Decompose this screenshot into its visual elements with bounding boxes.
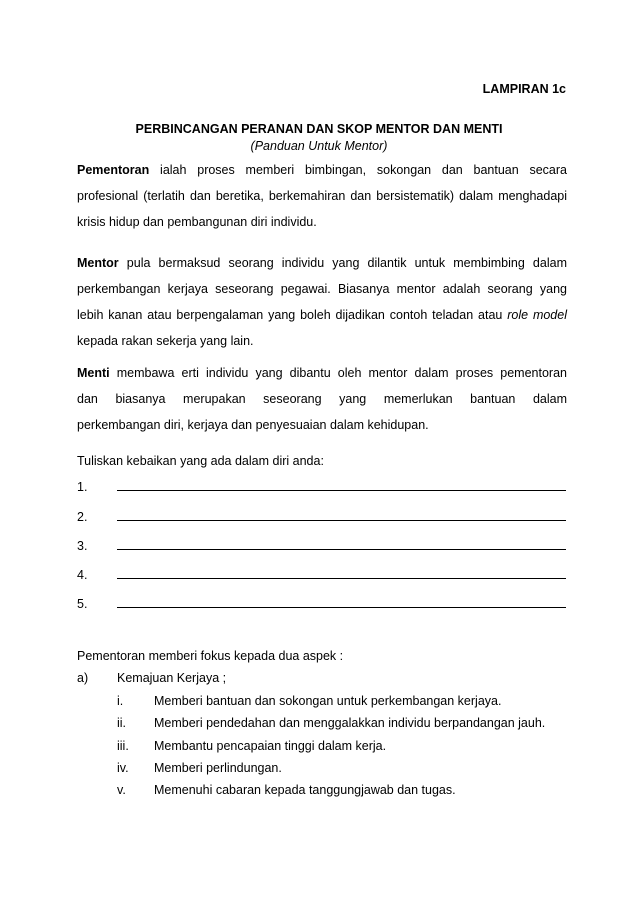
document-title: PERBINCANGAN PERANAN DAN SKOP MENTOR DAN MENTI [135,122,503,136]
paragraph-line: Menti membawa erti individu yang dibantu oleh mentor dalam proses pementoran [77,366,567,380]
worksheet-number: 2. [77,510,88,524]
paragraph-mentor [77,250,567,354]
answer-line-1[interactable] [117,478,566,491]
worksheet-number: 3. [77,539,88,553]
paragraph-line: profesional (terlatih dan beretika, berkemahiran dan bersistematik) dalam menghadapi [77,189,567,203]
answer-line-4[interactable] [117,566,566,579]
paragraph-line: dan biasanya merupakan seseorang yang memerlukan bantuan dalam [77,392,567,406]
paragraph-line: Pementoran ialah proses memberi bimbingan, sokongan dan bantuan secara [77,163,568,177]
appendix-label: LAMPIRAN 1c [482,82,566,96]
worksheet-number: 1. [77,480,88,494]
aspect-item-number: iii. [117,739,129,753]
worksheet-number: 5. [77,597,88,611]
paragraph-line: Mentor pula bermaksud seorang individu yang dilantik untuk membimbing dalam [77,256,567,270]
aspect-item-text: Memberi pendedahan dan menggalakkan individu berpandangan jauh. [154,716,546,730]
aspect-item-number: iv. [117,761,129,775]
aspect-a-label: a) [77,671,89,685]
aspects-intro: Pementoran memberi fokus kepada dua aspek : [77,649,344,663]
aspect-item-text: Memenuhi cabaran kepada tanggungjawab dan tugas. [154,783,456,797]
paragraph-line: perkembangan diri, kerjaya dan penyesuaian dalam kehidupan. [77,418,429,432]
aspect-item-text: Membantu pencapaian tinggi dalam kerja. [154,739,387,753]
term-mentor: Mentor [77,256,119,270]
paragraph-line: lebih kanan atau berpengalaman yang boleh dijadikan contoh teladan atau role model [77,308,567,322]
paragraph-line: krisis hidup dan pembangunan diri individu. [77,215,317,229]
aspect-item-number: ii. [117,716,127,730]
paragraph-line: kepada rakan sekerja yang lain. [77,334,254,348]
paragraph-menti [77,360,567,438]
paragraph-line: perkembangan kerjaya seseorang pegawai. Biasanya mentor adalah seorang yang [77,282,567,296]
aspect-item-number: v. [117,783,126,797]
aspect-item-text: Memberi bantuan dan sokongan untuk perkembangan kerjaya. [154,694,502,708]
paragraph-pementoran [77,157,567,235]
term-menti: Menti [77,366,110,380]
answer-line-2[interactable] [117,508,566,521]
document-subtitle: (Panduan Untuk Mentor) [250,139,388,153]
answer-line-5[interactable] [117,595,566,608]
aspect-a-title: Kemajuan Kerjaya ; [117,671,227,685]
worksheet-number: 4. [77,568,88,582]
role-model-term: role model [507,308,567,322]
worksheet-prompt: Tuliskan kebaikan yang ada dalam diri anda: [77,454,324,468]
answer-line-3[interactable] [117,537,566,550]
aspect-item-number: i. [117,694,124,708]
aspect-item-text: Memberi perlindungan. [154,761,282,775]
term-pementoran: Pementoran [77,163,150,177]
